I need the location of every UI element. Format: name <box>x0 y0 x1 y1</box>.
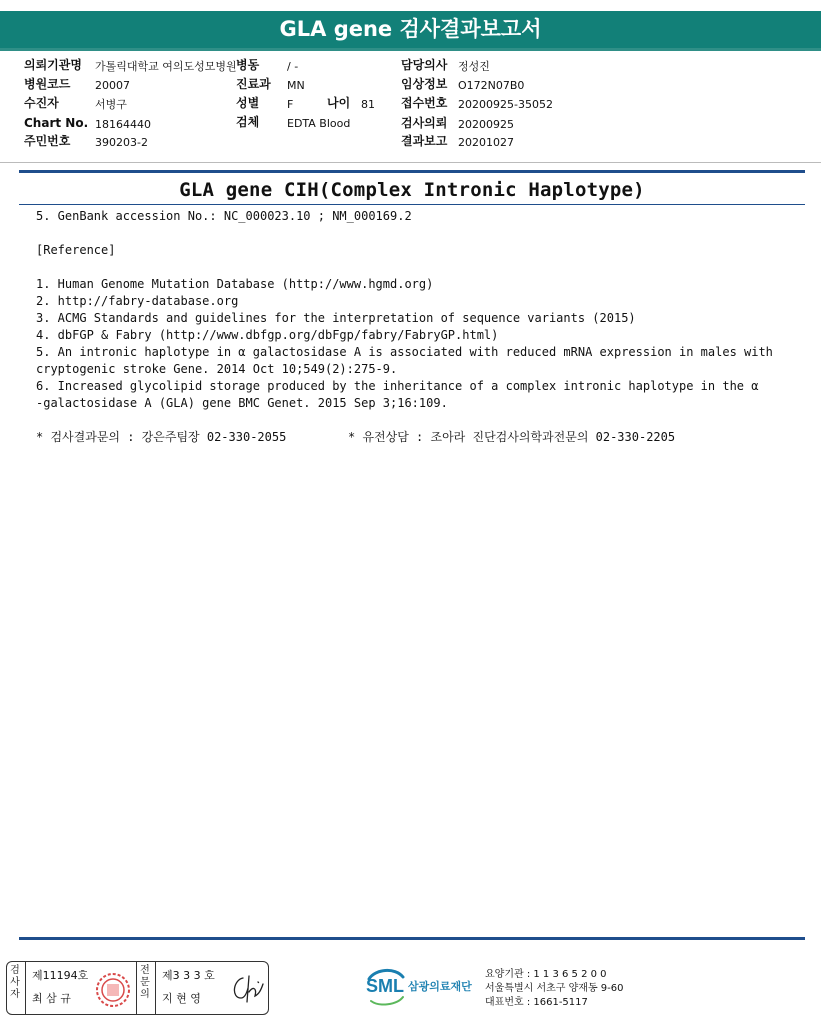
institution-label: 의뢰기관명 <box>24 58 82 72</box>
age-value: 81 <box>361 98 375 111</box>
sex-label: 성별 <box>236 96 260 110</box>
sml-name: 삼광의료재단 <box>408 980 472 993</box>
reference-item: cryptogenic stroke Gene. 2014 Oct 10;549(2):275-9. <box>36 362 398 376</box>
reference-item: -galactosidase A (GLA) gene BMC Genet. 2015 Sep 3;16:109. <box>36 396 448 410</box>
institution-code: 요양기관 : 1 1 3 6 5 2 0 0 <box>485 969 607 980</box>
receipt-no-label: 접수번호 <box>401 96 448 110</box>
signature-divider <box>136 962 137 1014</box>
institution-address: 서울특별시 서초구 양재동 9-60 <box>485 983 624 994</box>
hospital-code-label: 병원코드 <box>24 77 71 91</box>
request-date-label: 검사의뢰 <box>401 116 448 130</box>
specialist-signature-icon <box>229 972 265 1006</box>
section-title: GLA gene CIH(Complex Intronic Haplotype) <box>179 179 645 201</box>
reference-item: 6. Increased glycolipid storage produced by the inheritance of a complex intronic haplotype in the α <box>36 379 759 393</box>
sml-logo <box>365 967 480 1007</box>
section-top-rule <box>19 170 805 173</box>
institution-phone: 대표번호 : 1661-5117 <box>485 997 588 1008</box>
department-label: 진료과 <box>236 77 271 91</box>
header-divider <box>0 162 821 163</box>
age-label: 나이 <box>327 96 351 110</box>
specimen-label: 검체 <box>236 115 260 129</box>
reference-heading: [Reference] <box>36 243 116 257</box>
report-date-value: 20201027 <box>458 136 514 149</box>
ward-label: 병동 <box>236 58 260 72</box>
contact-genetic: * 유전상담 : 조아라 진단검사의학과전문의 02-330-2205 <box>348 430 676 444</box>
institution-info <box>485 968 624 1010</box>
report-title: GLA gene 검사결과보고서 <box>0 11 821 48</box>
reference-item: 4. dbFGP & Fabry (http://www.dbfgp.org/dbFgp/fabry/FabryGP.html) <box>36 328 499 342</box>
reference-item: 5. An intronic haplotype in α galactosidase A is associated with reduced mRNA expression in males with <box>36 345 773 359</box>
id-label: 주민번호 <box>24 134 71 148</box>
specialist-name: 지 현 영 <box>162 992 201 1005</box>
ward-value: / - <box>287 60 299 73</box>
sex-value: F <box>287 98 294 111</box>
id-value: 390203-2 <box>95 136 148 149</box>
tester-license: 제11194호 <box>32 969 89 982</box>
sml-logo-text: SML <box>366 976 404 996</box>
recipient-value: 서병구 <box>95 98 127 111</box>
contact-inquiry: * 검사결과문의 : 강은주팀장 02-330-2055 <box>36 430 287 444</box>
tester-name: 최 삼 규 <box>32 992 71 1005</box>
signature-divider <box>155 962 156 1014</box>
receipt-no-value: 20200925-35052 <box>458 98 553 111</box>
section-title-rule <box>19 204 805 205</box>
specialist-label: 전문의 <box>140 965 150 1000</box>
clinical-info-label: 임상정보 <box>401 77 448 91</box>
reference-item: 2. http://fabry-database.org <box>36 294 239 308</box>
report-date-label: 결과보고 <box>401 134 448 148</box>
chart-no-value: 18164440 <box>95 118 151 131</box>
request-date-value: 20200925 <box>458 118 514 131</box>
signature-box <box>6 961 269 1015</box>
recipient-label: 수진자 <box>24 96 59 110</box>
physician-value: 정성진 <box>458 60 490 73</box>
reference-item: 1. Human Genome Mutation Database (http://www.hgmd.org) <box>36 277 434 291</box>
chart-no-label: Chart No. <box>24 116 89 130</box>
institution-value: 가톨릭대학교 여의도성모병원 <box>95 60 237 73</box>
footer-rule <box>19 937 805 940</box>
hospital-code-value: 20007 <box>95 79 130 92</box>
tester-label: 검사자 <box>10 965 20 1000</box>
clinical-info-value: O172N07B0 <box>458 79 525 92</box>
signature-divider <box>25 962 26 1014</box>
tester-seal-icon <box>95 972 131 1008</box>
patient-info <box>0 0 821 160</box>
department-value: MN <box>287 79 305 92</box>
physician-label: 담당의사 <box>401 58 448 72</box>
specimen-value: EDTA Blood <box>287 117 351 130</box>
genbank-line: 5. GenBank accession No.: NC_000023.10 ; NM_000169.2 <box>36 209 412 223</box>
reference-item: 3. ACMG Standards and guidelines for the interpretation of sequence variants (2015) <box>36 311 636 325</box>
specialist-license: 제3 3 3 호 <box>162 969 215 982</box>
